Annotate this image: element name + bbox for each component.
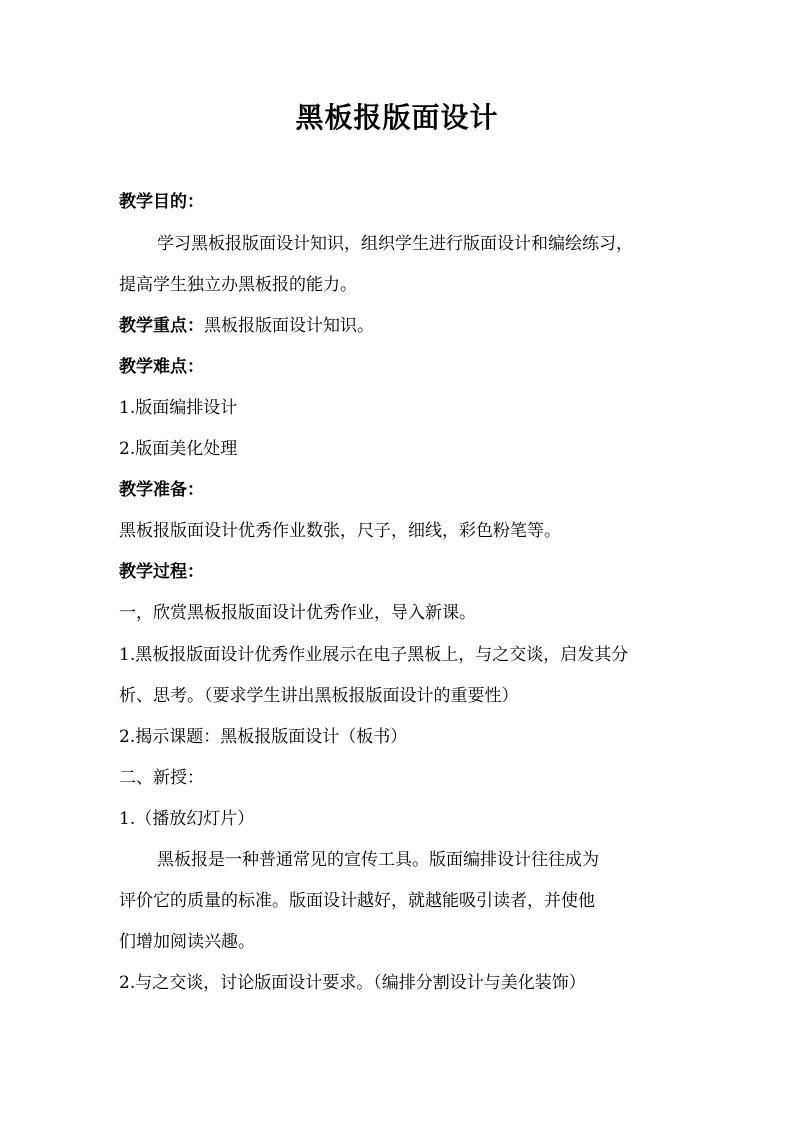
document-title: 黑板报版面设计 [295,101,499,134]
step-2-paragraph-line-2: 评价它的质量的标准。版面设计越好，就越能吸引读者，并使他 [119,891,595,911]
preparation-heading: 教学准备： [119,480,204,500]
step-2-item-1: 1.（播放幻灯片） [119,809,255,829]
step-2-item-2: 2.与之交谈，讨论版面设计要求。（编排分割设计与美化装饰） [119,973,586,993]
process-heading: 教学过程： [119,562,204,582]
preparation-text: 黑板报版面设计优秀作业数张，尺子，细线，彩色粉笔等。 [119,521,561,541]
difficulty-item-2: 2.版面美化处理 [119,439,238,459]
step-1-item-2: 2.揭示课题：黑板报版面设计（板书） [119,727,408,747]
difficulty-heading: 教学难点： [119,357,204,377]
objective-heading: 教学目的： [119,192,204,212]
key-point-row [119,314,374,338]
step-2-title: 二、新授： [119,768,204,788]
key-point-text: 黑板报版面设计知识。 [204,316,374,336]
step-2-paragraph-line-1: 黑板报是一种普通常见的宣传工具。版面编排设计往往成为 [157,850,599,870]
objective-line-2: 提高学生独立办黑板报的能力。 [119,275,357,295]
objective-line-1: 学习黑板报版面设计知识，组织学生进行版面设计和编绘练习， [157,234,633,254]
step-1-item-1-line-1: 1.黑板报版面设计优秀作业展示在电子黑板上，与之交谈，启发其分 [119,645,629,665]
difficulty-item-1: 1.版面编排设计 [119,398,238,418]
step-2-paragraph-line-3: 们增加阅读兴趣。 [119,932,255,952]
step-1-title: 一，欣赏黑板报版面设计优秀作业，导入新课。 [119,603,476,623]
step-1-item-1-line-2: 析、思考。（要求学生讲出黑板报版面设计的重要性） [119,686,519,706]
key-point-heading: 教学重点： [119,316,204,336]
